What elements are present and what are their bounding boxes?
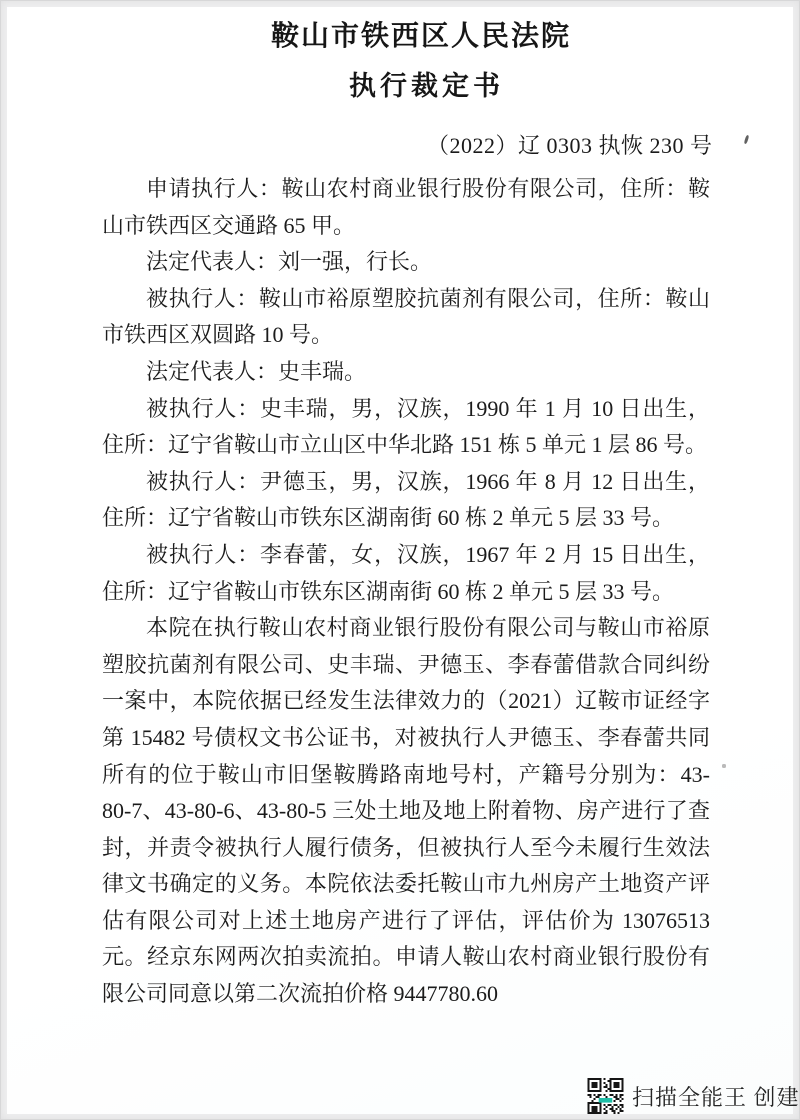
paragraph: 法定代表人：史丰瑞。 bbox=[146, 358, 367, 384]
qr-code-icon bbox=[587, 1078, 624, 1114]
case-number: （2022）辽 0303 执恢 230 号 bbox=[427, 133, 713, 158]
paragraph: 法定代表人：刘一强，行长。 bbox=[146, 249, 433, 275]
document-body bbox=[102, 171, 710, 1013]
paragraph: 被执行人：尹德玉，男，汉族，1966 年 8 月 12 日出生，住所：辽宁省鞍山市铁东区湖南街 60 栋 2 单元 5 层 33 号。 bbox=[102, 468, 710, 531]
court-name: 鞍山市铁西区人民法院 bbox=[271, 21, 572, 52]
paragraph: 申请执行人：鞍山农村商业银行股份有限公司，住所：鞍山市铁西区交通路 65 甲。 bbox=[102, 176, 710, 238]
paragraph: 被执行人：李春蕾，女，汉族，1967 年 2 月 15 日出生，住所：辽宁省鞍山市铁东区湖南街 60 栋 2 单元 5 层 33 号。 bbox=[102, 541, 710, 604]
scan-speck bbox=[722, 764, 726, 768]
paragraph: 本院在执行鞍山农村商业银行股份有限公司与鞍山市裕原塑胶抗菌剂有限公司、史丰瑞、尹德玉、李春蕾借款合同纠纷一案中，本院依据已经发生法律效力的（2021）辽鞍市证经字第 15482 号债权文书公证书，对被执行人尹德玉、李春蕾共同所有的位于鞍山市旧堡鞍腾路南地号村，产籍号分别为：43-80-7、43-80-6、43-80-5 三处土地及地上附着物、房产进行了查封，并责令被执行人履行债务，但被执行人至今未履行生效法律文书确定的义务。本院依法委托鞍山市九州房产土地资产评估有限公司对上述土地房产进行了评估，评估价为 13076513 元。经京东网两次拍卖流拍。申请人鞍山农村商业银行股份有限公司同意以第二次流拍价格 9447780.60 bbox=[102, 615, 710, 1007]
scanner-watermark bbox=[587, 1078, 800, 1114]
doc-type-title: 执行裁定书 bbox=[349, 71, 504, 101]
paragraph: 被执行人：史丰瑞，男，汉族，1990 年 1 月 10 日出生，住所：辽宁省鞍山市立山区中华北路 151 栋 5 单元 1 层 86 号。 bbox=[102, 395, 710, 458]
paragraph: 被执行人：鞍山市裕原塑胶抗菌剂有限公司，住所：鞍山市铁西区双圆路 10 号。 bbox=[102, 285, 710, 348]
scanner-watermark-label: 扫描全能王 创建 bbox=[632, 1084, 800, 1110]
